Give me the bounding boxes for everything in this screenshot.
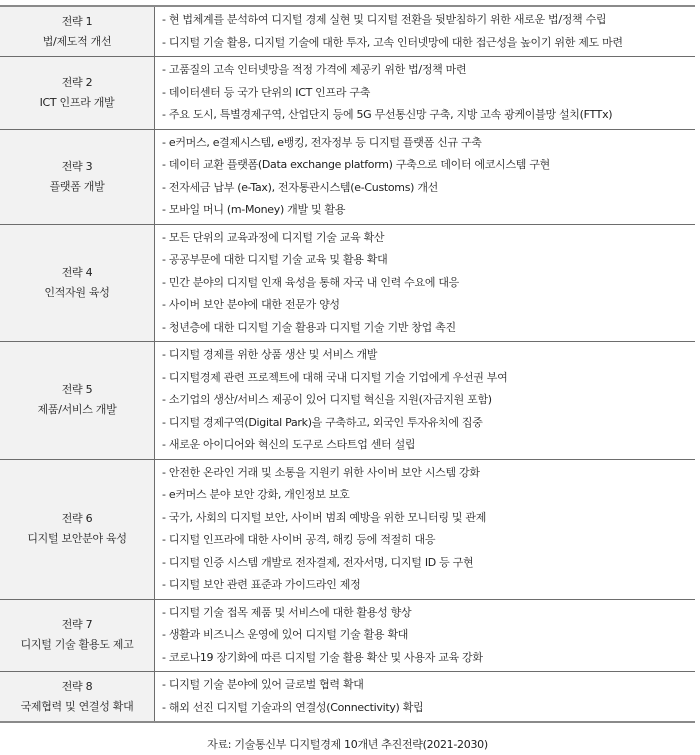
source-caption: 자료: 기술통신부 디지털경제 10개년 추진전략(2021-2030) <box>207 738 488 751</box>
strategy-label-cell <box>0 57 155 130</box>
strategy-label-cell <box>0 672 155 723</box>
strategy-item: - 국가, 사회의 디지털 보안, 사이버 범죄 예방을 위한 모니터링 및 관제 <box>162 507 695 530</box>
strategy-item: - 고품질의 고속 인터넷망을 적정 가격에 제공키 위한 법/정책 마련 <box>162 59 695 82</box>
strategy-item-list <box>162 9 695 54</box>
strategy-item: - 디지털 인증 시스템 개발로 전자결제, 전자서명, 디지털 ID 등 구현 <box>162 552 695 575</box>
strategy-row <box>0 342 695 460</box>
strategy-number: 전략 8 <box>61 679 93 693</box>
strategy-item: - 디지털 경제구역(Digital Park)을 구축하고, 외국인 투자유치에 집중 <box>162 412 695 435</box>
strategy-number: 전략 7 <box>61 618 93 632</box>
strategy-row <box>0 129 695 224</box>
strategy-label-cell <box>0 599 155 672</box>
strategy-item: - 디지털 기술 접목 제품 및 서비스에 대한 활용성 향상 <box>162 602 695 625</box>
strategy-item: - 소기업의 생산/서비스 제공이 있어 디지털 혁신을 지원(자금지원 포함) <box>162 389 695 412</box>
strategy-number: 전략 4 <box>61 265 93 279</box>
strategy-item: - 현 법체계를 분석하여 디지털 경제 실현 및 디지털 전환을 뒷받침하기 위한 새로운 법/정책 수립 <box>162 9 695 32</box>
strategy-label-cell <box>0 224 155 342</box>
strategy-item: - 디지털 기술 분야에 있어 글로벌 협력 확대 <box>162 674 695 697</box>
strategy-item-list <box>162 132 695 222</box>
strategy-item: - 민간 분야의 디지털 인재 육성을 통해 자국 내 인력 수요에 대응 <box>162 272 695 295</box>
strategy-item-list <box>162 344 695 457</box>
strategy-item: - 새로운 아이디어와 혁신의 도구로 스타트업 센터 설립 <box>162 434 695 457</box>
strategy-table-body <box>0 6 695 722</box>
strategy-number: 전략 1 <box>61 14 93 28</box>
strategy-item: - 디지털경제 관련 프로젝트에 대해 국내 디지털 기술 기업에게 우선권 부여 <box>162 367 695 390</box>
strategy-items-cell <box>155 342 696 460</box>
strategy-item-list <box>162 227 695 340</box>
strategy-item: - 공공부문에 대한 디지털 기술 교육 및 활용 확대 <box>162 249 695 272</box>
strategy-items-cell <box>155 57 696 130</box>
strategy-item-list <box>162 602 695 670</box>
strategy-item: - 모든 단위의 교육과정에 디지털 기술 교육 확산 <box>162 227 695 250</box>
strategy-name: 국제협력 및 연결성 확대 <box>20 699 134 713</box>
strategy-item-list <box>162 674 695 719</box>
strategy-items-cell <box>155 6 696 57</box>
strategy-row <box>0 599 695 672</box>
strategy-row <box>0 224 695 342</box>
strategy-name: 디지털 보안분야 육성 <box>27 532 127 545</box>
strategy-item: - e커머스 분야 보안 강화, 개인정보 보호 <box>162 484 695 507</box>
strategy-items-cell <box>155 224 696 342</box>
strategy-number: 전략 5 <box>61 383 93 397</box>
strategy-label-cell <box>0 6 155 57</box>
strategy-item: - e커머스, e결제시스템, e뱅킹, 전자정부 등 디지털 플랫폼 신규 구축 <box>162 132 695 155</box>
strategy-item: - 데이터 교환 플랫폼(Data exchange platform) 구축으로 데이터 에코시스템 구현 <box>162 154 695 177</box>
strategy-label-cell <box>0 459 155 599</box>
strategy-item-list <box>162 462 695 597</box>
strategy-name: 디지털 기술 활용도 제고 <box>20 638 134 652</box>
strategy-name: 법/제도적 개선 <box>42 34 112 48</box>
strategy-items-cell <box>155 459 696 599</box>
strategy-number: 전략 2 <box>61 75 93 89</box>
strategy-name: 인적자원 육성 <box>44 285 110 299</box>
strategy-item: - 주요 도시, 특별경제구역, 산업단지 등에 5G 무선통신망 구축, 지방 고속 광케이블망 설치(FTTx) <box>162 104 695 127</box>
strategy-item-list <box>162 59 695 127</box>
strategy-items-cell <box>155 599 696 672</box>
strategy-name: ICT 인프라 개발 <box>39 95 115 109</box>
strategy-number: 전략 3 <box>61 159 93 173</box>
strategy-item: - 청년층에 대한 디지털 기술 활용과 디지털 기술 기반 창업 촉진 <box>162 317 695 340</box>
strategy-row <box>0 57 695 130</box>
strategy-item: - 디지털 보안 관련 표준과 가이드라인 제정 <box>162 574 695 597</box>
strategy-item: - 사이버 보안 분야에 대한 전문가 양성 <box>162 294 695 317</box>
strategy-item: - 해외 선진 디지털 기술과의 연결성(Connectivity) 확립 <box>162 697 695 720</box>
strategy-item: - 디지털 경제를 위한 상품 생산 및 서비스 개발 <box>162 344 695 367</box>
strategy-items-cell <box>155 672 696 723</box>
strategy-name: 제품/서비스 개발 <box>37 403 117 417</box>
strategy-item: - 코로나19 장기화에 따른 디지털 기술 활용 확산 및 사용자 교육 강화 <box>162 647 695 670</box>
strategy-number: 전략 6 <box>61 512 93 525</box>
strategy-item: - 전자세금 납부 (e-Tax), 전자통관시스템(e-Customs) 개선 <box>162 177 695 200</box>
strategy-table <box>0 5 695 723</box>
strategy-row <box>0 459 695 599</box>
strategy-label-cell <box>0 342 155 460</box>
strategy-name: 플랫폼 개발 <box>49 179 105 193</box>
strategy-item: - 안전한 온라인 거래 및 소통을 지원키 위한 사이버 보안 시스템 강화 <box>162 462 695 485</box>
strategy-items-cell <box>155 129 696 224</box>
strategy-item: - 모바일 머니 (m-Money) 개발 및 활용 <box>162 199 695 222</box>
strategy-row <box>0 672 695 723</box>
strategy-row <box>0 6 695 57</box>
strategy-item: - 데이터센터 등 국가 단위의 ICT 인프라 구축 <box>162 82 695 105</box>
strategy-item: - 생활과 비즈니스 운영에 있어 디지털 기술 활용 확대 <box>162 624 695 647</box>
strategy-label-cell <box>0 129 155 224</box>
strategy-item: - 디지털 인프라에 대한 사이버 공격, 해킹 등에 적절히 대응 <box>162 529 695 552</box>
strategy-item: - 디지털 기술 활용, 디지털 기술에 대한 투자, 고속 인터넷망에 대한 접근성을 높이기 위한 제도 마련 <box>162 32 695 55</box>
